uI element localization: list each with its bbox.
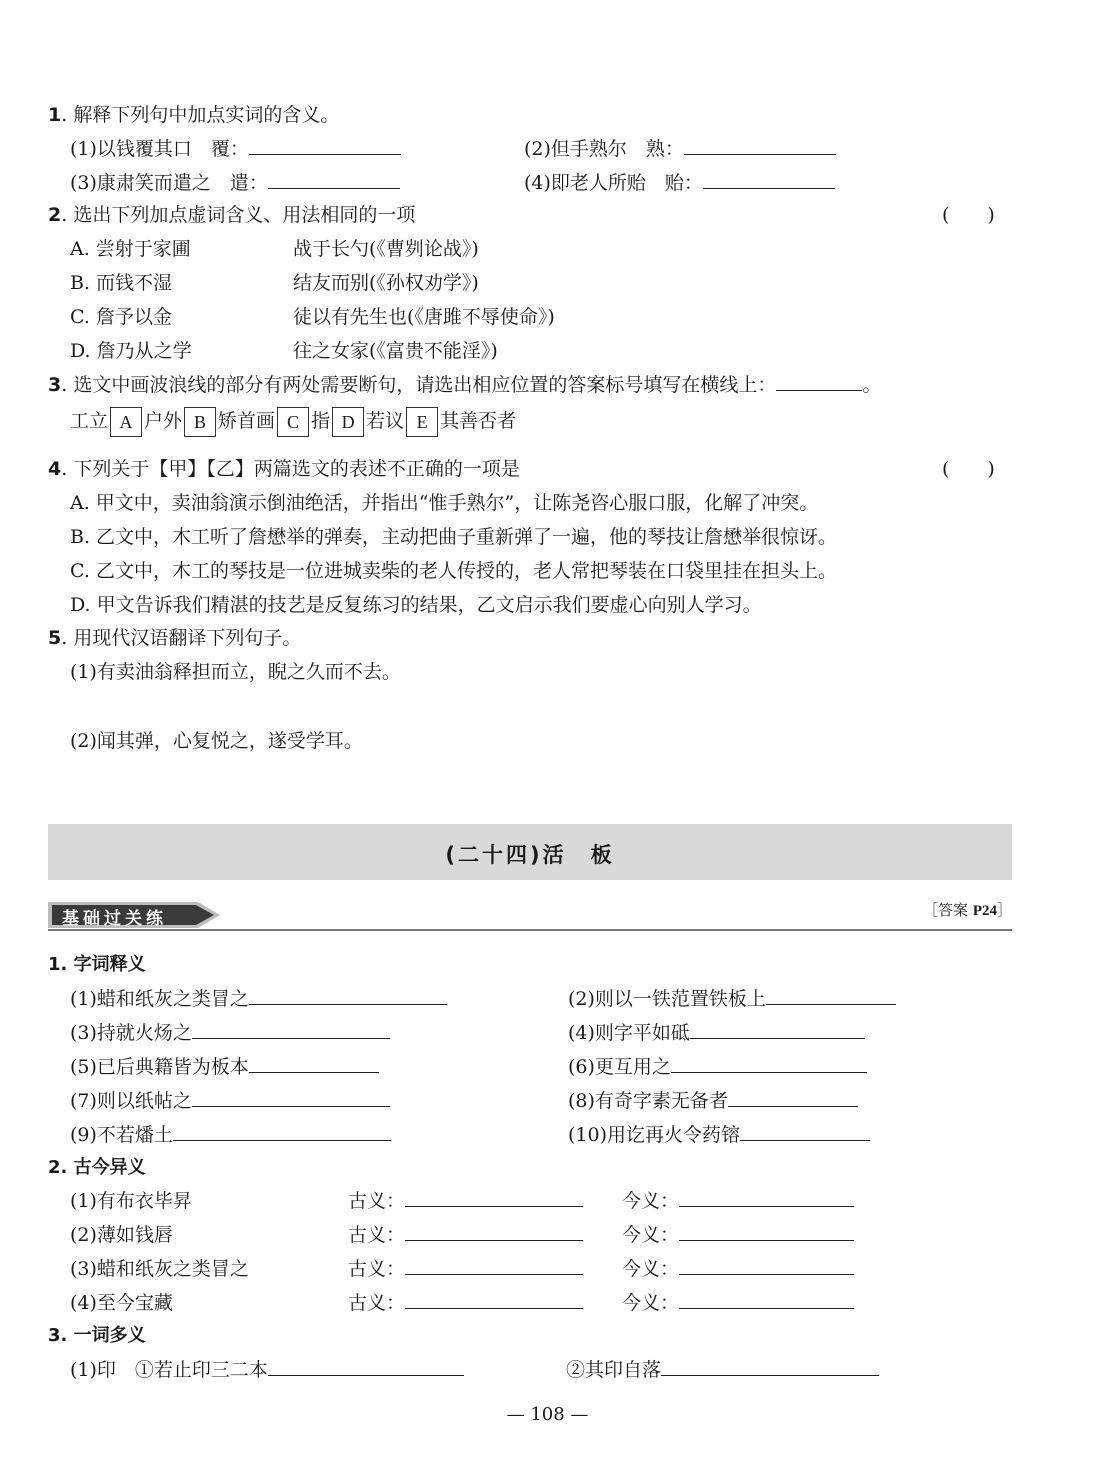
answer-line[interactable] [268, 170, 400, 189]
q1-title: 1. 解释下列句中加点实词的含义。 [48, 104, 340, 126]
q2-option-b-source: 结友而别(《孙权劝学》) [293, 272, 479, 294]
answer-line[interactable] [776, 372, 862, 391]
p2-q1-item-5: (5)已后典籍皆为板本 [70, 1052, 379, 1079]
jin-yi-3: 今义： [622, 1254, 854, 1281]
q1-item-4: (4)即老人所贻 贻： [524, 168, 835, 195]
p2-q2-title: 2. 古今异义 [48, 1157, 146, 1178]
break-box-d: D [332, 407, 364, 437]
break-box-c: C [277, 407, 309, 437]
q2-option-a-source: 战于长勺(《曹刿论战》) [293, 238, 479, 260]
jin-yi-4: 今义： [622, 1288, 854, 1315]
p2-q1-item-3: (3)持就火炀之 [70, 1018, 390, 1045]
p2-q1-item-6: (6)更互用之 [568, 1052, 867, 1079]
answer-line[interactable] [690, 1020, 865, 1039]
section-divider [48, 929, 1012, 931]
practice-tag-label: 基础过关练 [62, 909, 167, 929]
p2-q1-item-9: (9)不若燔土 [70, 1120, 391, 1147]
q2-option-d: D. 詹乃从之学 [70, 340, 192, 362]
p2-q3-title: 3. 一词多义 [48, 1325, 146, 1346]
p2-q2-item-2: (2)薄如钱唇 [70, 1224, 173, 1246]
answer-line[interactable] [703, 170, 835, 189]
p2-q1-item-7: (7)则以纸帖之 [70, 1086, 390, 1113]
jin-yi-2: 今义： [622, 1220, 854, 1247]
q2-option-c-source: 徒以有先生也(《唐雎不辱使命》) [293, 306, 555, 328]
practice-tag [48, 900, 224, 930]
page-number: — 108 — [506, 1404, 589, 1425]
q3-title: 3. 选文中画波浪线的部分有两处需要断句，请选出相应位置的答案标号填写在横线上： 。 [48, 374, 882, 396]
answer-line[interactable] [405, 1222, 583, 1241]
section-title: (二十四)活 板 [445, 843, 615, 867]
q2-option-b: B. 而钱不湿 [70, 272, 173, 294]
jin-yi-1: 今义： [622, 1186, 854, 1213]
answer-line[interactable] [268, 1357, 464, 1376]
answer-line[interactable] [173, 1122, 391, 1141]
q4-option-a: A. 甲文中，卖油翁演示倒油绝活，并指出“惟手熟尔”，让陈尧咨心服口服，化解了冲突。 [70, 492, 819, 514]
answer-line[interactable] [249, 986, 447, 1005]
answer-line[interactable] [684, 136, 836, 155]
gu-yi-2: 古义： [348, 1220, 583, 1247]
q4-option-d: D. 甲文告诉我们精湛的技艺是反复练习的结果，乙文启示我们要虚心向别人学习。 [70, 594, 762, 616]
gu-yi-4: 古义： [348, 1288, 583, 1315]
p2-q1-item-4: (4)则字平如砥 [568, 1018, 865, 1045]
q4-option-c: C. 乙文中，木工的琴技是一位进城卖柴的老人传授的，老人常把琴装在口袋里挂在担头上。 [70, 560, 837, 582]
answer-line[interactable] [405, 1188, 583, 1207]
answer-line[interactable] [679, 1256, 854, 1275]
p2-q1-item-1: (1)蜡和纸灰之类冒之 [70, 984, 447, 1011]
p2-q1-item-10: (10)用讫再火令药镕 [568, 1120, 870, 1147]
answer-line[interactable] [405, 1256, 583, 1275]
p2-q2-item-4: (4)至今宝藏 [70, 1292, 173, 1314]
p2-q2-item-1: (1)有布衣毕昇 [70, 1190, 192, 1212]
q2-option-d-source: 往之女家(《富贵不能淫》) [293, 340, 498, 362]
break-box-e: E [406, 407, 438, 437]
q5-item-2: (2)闻其弹，心复悦之，遂受学耳。 [70, 730, 363, 752]
gu-yi-1: 古义： [348, 1186, 583, 1213]
answer-line[interactable] [679, 1222, 854, 1241]
q2-answer-paren[interactable]: ( ) [942, 204, 995, 226]
q1-item-1: (1)以钱覆其口 覆： [70, 134, 401, 161]
p2-q2-item-3: (3)蜡和纸灰之类冒之 [70, 1258, 249, 1280]
break-box-b: B [184, 407, 216, 437]
q5-item-1: (1)有卖油翁释担而立，睨之久而不去。 [70, 661, 401, 683]
answer-line[interactable] [661, 1357, 879, 1376]
answer-line[interactable] [249, 1054, 379, 1073]
q2-option-a: A. 尝射于家圃 [70, 238, 191, 260]
break-box-a: A [110, 407, 142, 437]
p2-q1-item-2: (2)则以一铁范置铁板上 [568, 984, 896, 1011]
q5-title: 5. 用现代汉语翻译下列句子。 [48, 627, 302, 649]
q3-sentence: 工立 A 户外 B 矫首画 C 指 D 若议 E 其善否者 [70, 406, 516, 437]
p2-q3-item-1a: (1)印 ①若止印三二本 [70, 1355, 464, 1382]
q4-answer-paren[interactable]: ( ) [942, 458, 995, 480]
p2-q3-item-1b: ②其印自落 [566, 1355, 879, 1382]
answer-line[interactable] [766, 986, 896, 1005]
q4-option-b: B. 乙文中，木工听了詹懋举的弹奏，主动把曲子重新弹了一遍，他的琴技让詹懋举很惊讶。 [70, 526, 838, 548]
answer-line[interactable] [728, 1088, 858, 1107]
answer-line[interactable] [671, 1054, 867, 1073]
answer-line[interactable] [679, 1290, 854, 1309]
q2-option-c: C. 詹予以金 [70, 306, 172, 328]
q1-item-2: (2)但手熟尔 熟： [524, 134, 836, 161]
q1-item-3: (3)康肃笑而遣之 遣： [70, 168, 400, 195]
p2-q1-item-8: (8)有奇字素无备者 [568, 1086, 858, 1113]
answer-reference: ［答案 P24］ [923, 901, 1012, 919]
answer-line[interactable] [192, 1020, 390, 1039]
p2-q1-title: 1. 字词释义 [48, 954, 146, 975]
answer-line[interactable] [679, 1188, 854, 1207]
gu-yi-3: 古义： [348, 1254, 583, 1281]
answer-line[interactable] [740, 1122, 870, 1141]
answer-line[interactable] [192, 1088, 390, 1107]
q4-title: 4. 下列关于【甲】【乙】两篇选文的表述不正确的一项是 [48, 458, 520, 480]
q2-title: 2. 选出下列加点虚词含义、用法相同的一项 [48, 204, 416, 226]
answer-line[interactable] [249, 136, 401, 155]
section-banner [48, 824, 1012, 880]
answer-line[interactable] [405, 1290, 583, 1309]
